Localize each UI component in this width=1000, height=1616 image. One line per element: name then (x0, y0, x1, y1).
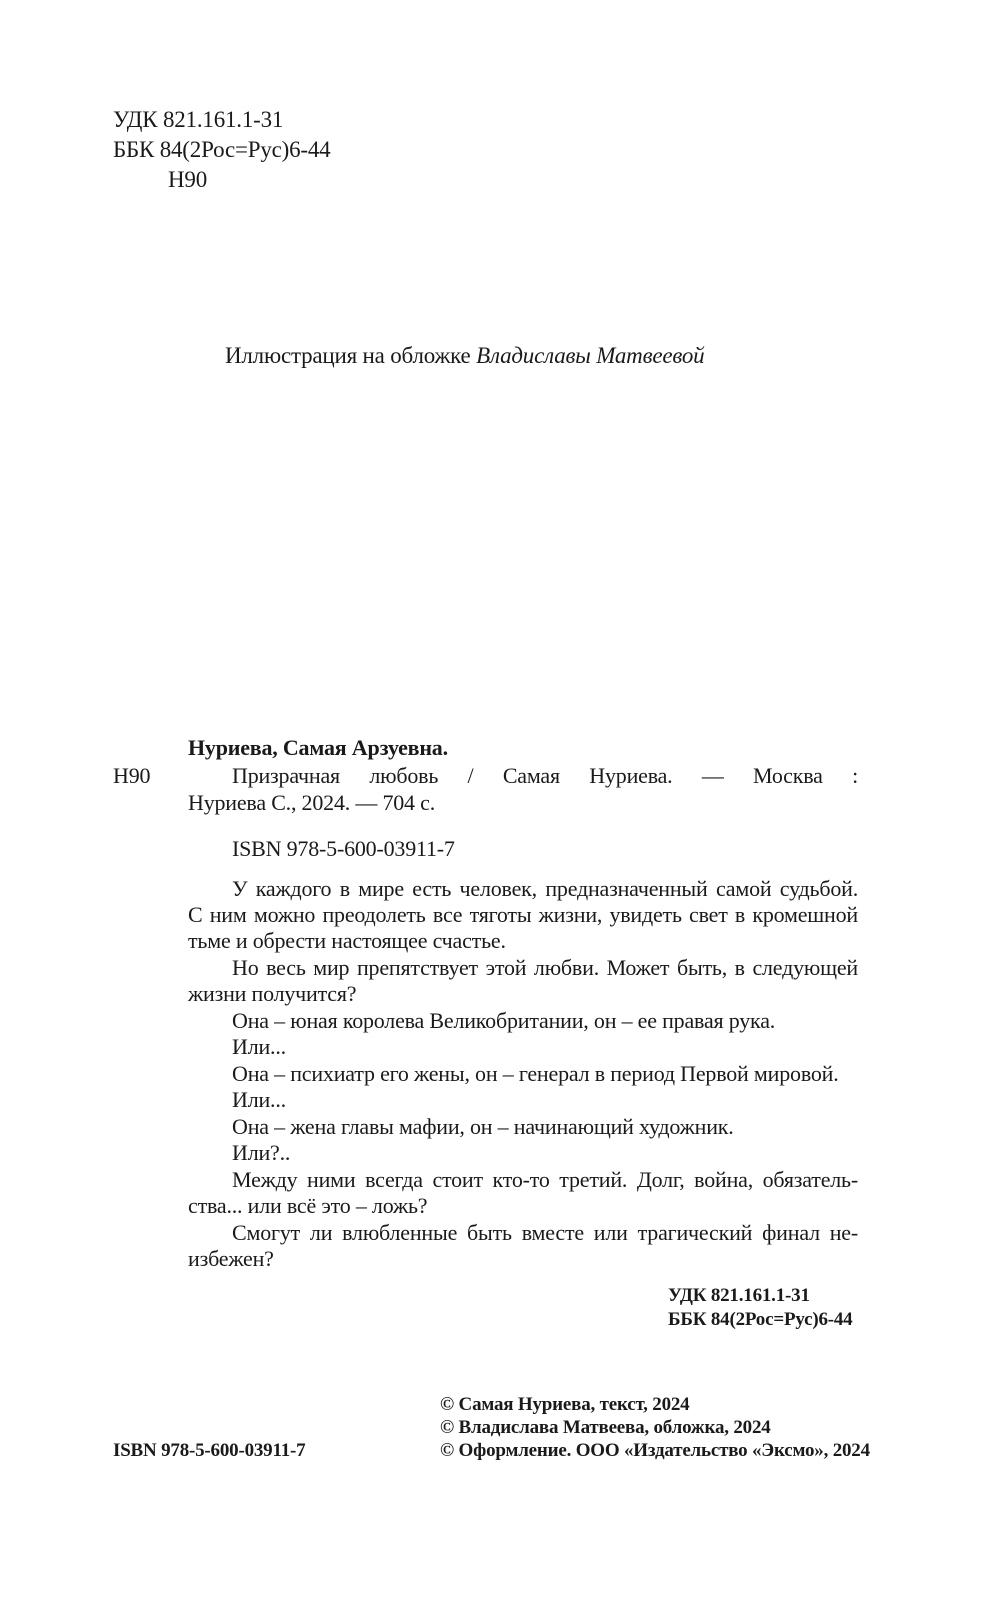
annotation-line: Она – психиатр его жены, он – генерал в период Первой мировой. (232, 1061, 839, 1086)
annotation-line: тьме и обрести настоящее счастье. (188, 928, 506, 953)
record-title-line: Нуриева С., 2024. — 704 с. (188, 790, 436, 815)
annotation-line: Она – юная королева Великобритании, он – ее правая рука. (232, 1008, 776, 1033)
footer-isbn: ISBN 978-5-600-03911-7 (113, 1440, 306, 1461)
footer-bbk: ББК 84(2Рос=Рус)6-44 (668, 1309, 853, 1330)
footer-udk: УДК 821.161.1-31 (668, 1285, 810, 1306)
copyright-line: © Самая Нуриева, текст, 2024 (440, 1394, 690, 1415)
record-author: Нуриева, Самая Арзуевна. (188, 735, 448, 760)
annotation-line: Или... (232, 1087, 286, 1112)
annotation-line: Она – жена главы мафии, он – начинающий художник. (232, 1114, 734, 1139)
record-isbn: ISBN 978-5-600-03911-7 (232, 836, 455, 861)
copyright-line: © Оформление. ООО «Издательство «Эксмо», 2024 (440, 1440, 870, 1461)
record-title-line: Призрачная любовь / Самая Нуриева. — Москва : (232, 763, 858, 788)
author-sign: Н90 (168, 167, 208, 192)
annotation-line: Или?.. (232, 1140, 291, 1165)
annotation-line: Но весь мир препятствует этой любви. Может быть, в следующей (232, 955, 858, 980)
udk-code: УДК 821.161.1-31 (113, 107, 284, 132)
annotation-line: Или... (232, 1034, 286, 1059)
annotation-line: Между ними всегда стоит кто-то третий. Долг, война, обязатель- (232, 1167, 858, 1192)
annotation-line: избежен? (188, 1246, 274, 1271)
illustration-credit (225, 343, 704, 369)
annotation-line: С ним можно преодолеть все тяготы жизни, увидеть свет в кромешной (188, 902, 858, 927)
annotation-line: Смогут ли влюбленные быть вместе или трагический финал не- (232, 1220, 858, 1245)
record-sign: Н90 (113, 763, 151, 788)
bbk-code: ББК 84(2Рос=Рус)6-44 (113, 137, 331, 162)
illustration-prefix: Иллюстрация на обложке (225, 343, 477, 368)
annotation-line: жизни получится? (188, 981, 357, 1006)
annotation-line: ства... или всё это – ложь? (188, 1193, 428, 1218)
illustration-artist: Владиславы Матвеевой (476, 343, 705, 368)
annotation-line: У каждого в мире есть человек, предназначенный самой судьбой. (232, 876, 858, 901)
copyright-line: © Владислава Матвеева, обложка, 2024 (440, 1417, 771, 1438)
